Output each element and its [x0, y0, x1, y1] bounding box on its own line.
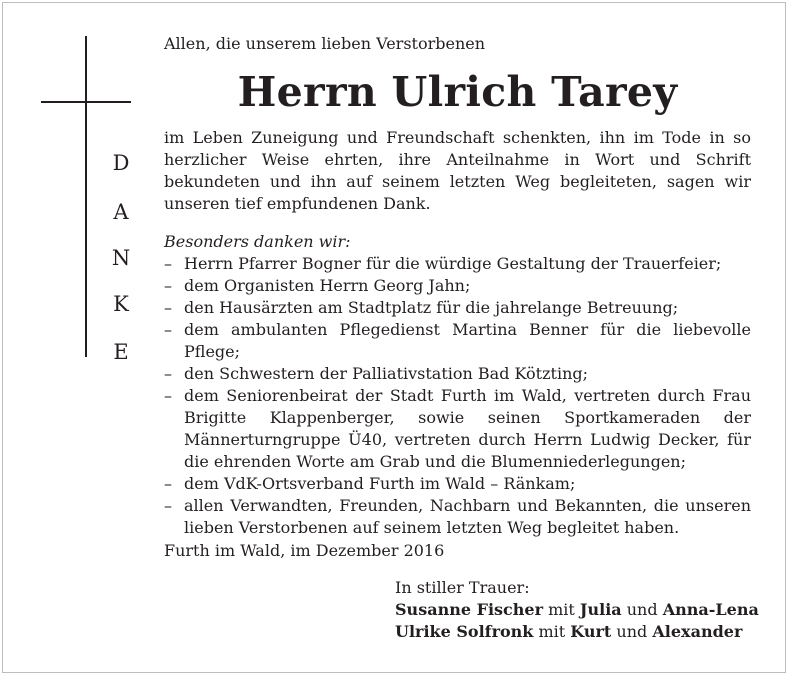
thanks-paragraph: im Leben Zuneigung und Freundschaft schenkten, ihn im Tode in so herzlicher Weise ehrten, ihre Anteilnahme in Wort und Schrift bekundeten und ihn auf seinem letzten Weg begleiteten, sagen wir unseren tief empfundenen Dank. — [164, 128, 751, 213]
mourner-name: Julia — [579, 600, 622, 619]
list-dash: – — [164, 254, 172, 273]
list-item — [164, 275, 751, 297]
thanks-list — [164, 253, 751, 539]
list-dash: – — [164, 386, 172, 405]
list-item — [164, 253, 751, 275]
danke-letter-k: K — [113, 292, 129, 316]
mourner-line-1 — [395, 599, 765, 621]
list-dash: – — [164, 298, 172, 317]
list-item — [164, 319, 751, 363]
list-dash: – — [164, 276, 172, 295]
connector-word: mit — [538, 622, 566, 641]
cross-vertical-bar — [85, 36, 87, 357]
list-item-text: dem VdK-Ortsverband Furth im Wald – Ränkam; — [184, 474, 576, 493]
thanks-heading: Besonders danken wir: — [164, 232, 351, 251]
mourner-name: Anna-Lena — [662, 600, 759, 619]
list-item — [164, 297, 751, 319]
list-item-text: den Schwestern der Palliativstation Bad Kötzting; — [184, 364, 589, 383]
connector-word: mit — [548, 600, 575, 619]
connector-word: und — [616, 622, 648, 641]
mourner-name: Ulrike Solfronk — [395, 622, 534, 641]
danke-letter-a: A — [113, 200, 129, 224]
list-item — [164, 363, 751, 385]
list-item-text: Herrn Pfarrer Bogner für die würdige Gestaltung der Trauerfeier; — [184, 254, 722, 273]
list-dash: – — [164, 474, 172, 493]
list-dash: – — [164, 496, 172, 515]
list-item-text: dem ambulanten Pflegedienst Martina Benner für die liebevolle Pflege; — [184, 320, 751, 361]
mourning-heading: In stiller Trauer: — [395, 578, 530, 597]
list-item — [164, 495, 751, 539]
list-item — [164, 473, 751, 495]
danke-letter-e: E — [113, 340, 129, 364]
mourners-block — [395, 577, 765, 643]
list-item-text: allen Verwandten, Freunden, Nachbarn und Bekannten, die unseren lieben Verstorbenen auf seinem letzten Weg begleitet haben. — [184, 496, 751, 537]
mourner-line-2 — [395, 621, 765, 643]
mourner-name: Susanne Fischer — [395, 600, 544, 619]
place-date: Furth im Wald, im Dezember 2016 — [164, 541, 445, 560]
list-item-text: den Hausärzten am Stadtplatz für die jahrelange Betreuung; — [184, 298, 679, 317]
mourner-name: Kurt — [570, 622, 612, 641]
intro-line: Allen, die unserem lieben Verstorbenen — [164, 34, 486, 53]
list-item — [164, 385, 751, 473]
list-item-text: dem Seniorenbeirat der Stadt Furth im Wald, vertreten durch Frau Brigitte Klappenberger, sowie seinen Sportkameraden der Männerturngruppe Ü40, vertreten durch Herrn Ludwig Decker, für die ehrenden Worte am Grab und die Blumenniederlegungen; — [184, 386, 751, 471]
danke-letter-d: D — [112, 151, 130, 175]
deceased-name: Herrn Ulrich Tarey — [237, 68, 678, 116]
list-item-text: dem Organisten Herrn Georg Jahn; — [184, 276, 471, 295]
cross-horizontal-bar — [41, 101, 131, 103]
mourner-name: Alexander — [652, 622, 743, 641]
list-dash: – — [164, 364, 172, 383]
connector-word: und — [626, 600, 658, 619]
list-dash: – — [164, 320, 172, 339]
danke-letter-n: N — [111, 246, 131, 270]
